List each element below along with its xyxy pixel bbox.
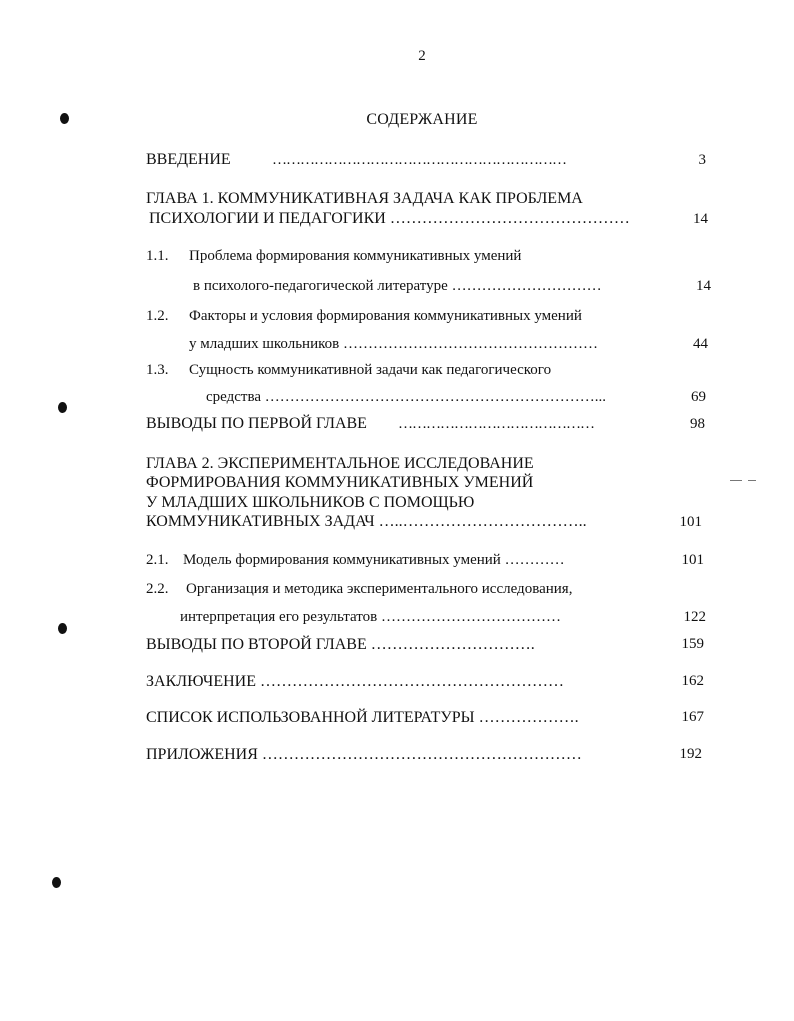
toc-section-title-line2: в психолого-педагогической литературе ………………………… xyxy=(193,278,602,294)
toc-references-label: СПИСОК ИСПОЛЬЗОВАННОЙ ЛИТЕРАТУРЫ ………………. xyxy=(146,709,579,726)
toc-section-page: 69 xyxy=(691,389,706,405)
toc-chapter2-title-line3: У МЛАДШИХ ШКОЛЬНИКОВ С ПОМОЩЬЮ xyxy=(146,494,475,511)
toc-chapter2-title-line1: ГЛАВА 2. ЭКСПЕРИМЕНТАЛЬНОЕ ИССЛЕДОВАНИЕ xyxy=(146,455,534,472)
toc-chapter2-page: 101 xyxy=(679,514,702,530)
toc-section-page: 44 xyxy=(693,336,708,352)
toc-section-number: 1.1. xyxy=(146,248,169,264)
punch-hole xyxy=(52,877,61,888)
toc-chapter1-title-line1: ГЛАВА 1. КОММУНИКАТИВНАЯ ЗАДАЧА КАК ПРОБЛЕМА xyxy=(146,190,583,207)
toc-section-title-line1: Проблема формирования коммуникативных умений xyxy=(189,248,522,264)
toc-chapter1-page: 14 xyxy=(693,211,708,227)
toc-section-number: 1.2. xyxy=(146,308,169,324)
page-number: 2 xyxy=(418,48,426,64)
punch-hole xyxy=(58,402,67,413)
scan-mark xyxy=(748,480,756,481)
toc-chapter2-conclusions-page: 159 xyxy=(681,636,704,652)
toc-section-page: 122 xyxy=(683,609,706,625)
toc-conclusion-label: ЗАКЛЮЧЕНИЕ ………………………………………………… xyxy=(146,673,564,690)
toc-intro-page: 3 xyxy=(698,152,706,168)
toc-chapter2-title-line2: ФОРМИРОВАНИЯ КОММУНИКАТИВНЫХ УМЕНИЙ xyxy=(146,474,534,491)
toc-references-page: 167 xyxy=(681,709,704,725)
toc-intro-label: ВВЕДЕНИЕ xyxy=(146,151,231,168)
toc-conclusion-page: 162 xyxy=(681,673,704,689)
toc-section-title-line1: Сущность коммуникативной задачи как педагогического xyxy=(189,362,552,378)
toc-section-number: 2.1. xyxy=(146,552,169,568)
toc-appendices-label: ПРИЛОЖЕНИЯ …………………………………………………… xyxy=(146,746,582,763)
toc-section-page: 14 xyxy=(696,278,711,294)
toc-section-title-line1: Факторы и условия формирования коммуникативных умений xyxy=(189,308,582,324)
page-title: СОДЕРЖАНИЕ xyxy=(366,111,478,128)
toc-section-number: 1.3. xyxy=(146,362,169,378)
toc-section-page: 101 xyxy=(681,552,704,568)
scan-mark xyxy=(730,480,742,481)
toc-chapter2-title-line4: КОММУНИКАТИВНЫХ ЗАДАЧ …..…………………………….. xyxy=(146,513,587,530)
toc-chapter1-conclusions-leader: …………………………………… xyxy=(398,416,594,432)
toc-chapter1-title-line2: ПСИХОЛОГИИ И ПЕДАГОГИКИ ……………………………………… xyxy=(149,210,630,227)
toc-section-title-line2: средства …………………………………………………………... xyxy=(206,389,607,405)
toc-section-title-line1: Модель формирования коммуникативных умений ………… xyxy=(183,552,565,568)
toc-section-title-line2: интерпретация его результатов ……………………………… xyxy=(180,609,561,625)
punch-hole xyxy=(58,623,67,634)
toc-chapter2-conclusions-label: ВЫВОДЫ ПО ВТОРОЙ ГЛАВЕ …………………………. xyxy=(146,636,535,653)
toc-section-number: 2.2. xyxy=(146,581,169,597)
toc-section-title-line2: у младших школьников …………………………………………… xyxy=(189,336,598,352)
toc-appendices-page: 192 xyxy=(679,746,702,762)
toc-chapter1-conclusions-page: 98 xyxy=(690,416,705,432)
toc-chapter1-conclusions-label: ВЫВОДЫ ПО ПЕРВОЙ ГЛАВЕ xyxy=(146,415,367,432)
toc-intro-leader: ……………………………………………………… xyxy=(272,152,566,168)
toc-section-title-line1: Организация и методика экспериментального исследования, xyxy=(186,581,573,597)
